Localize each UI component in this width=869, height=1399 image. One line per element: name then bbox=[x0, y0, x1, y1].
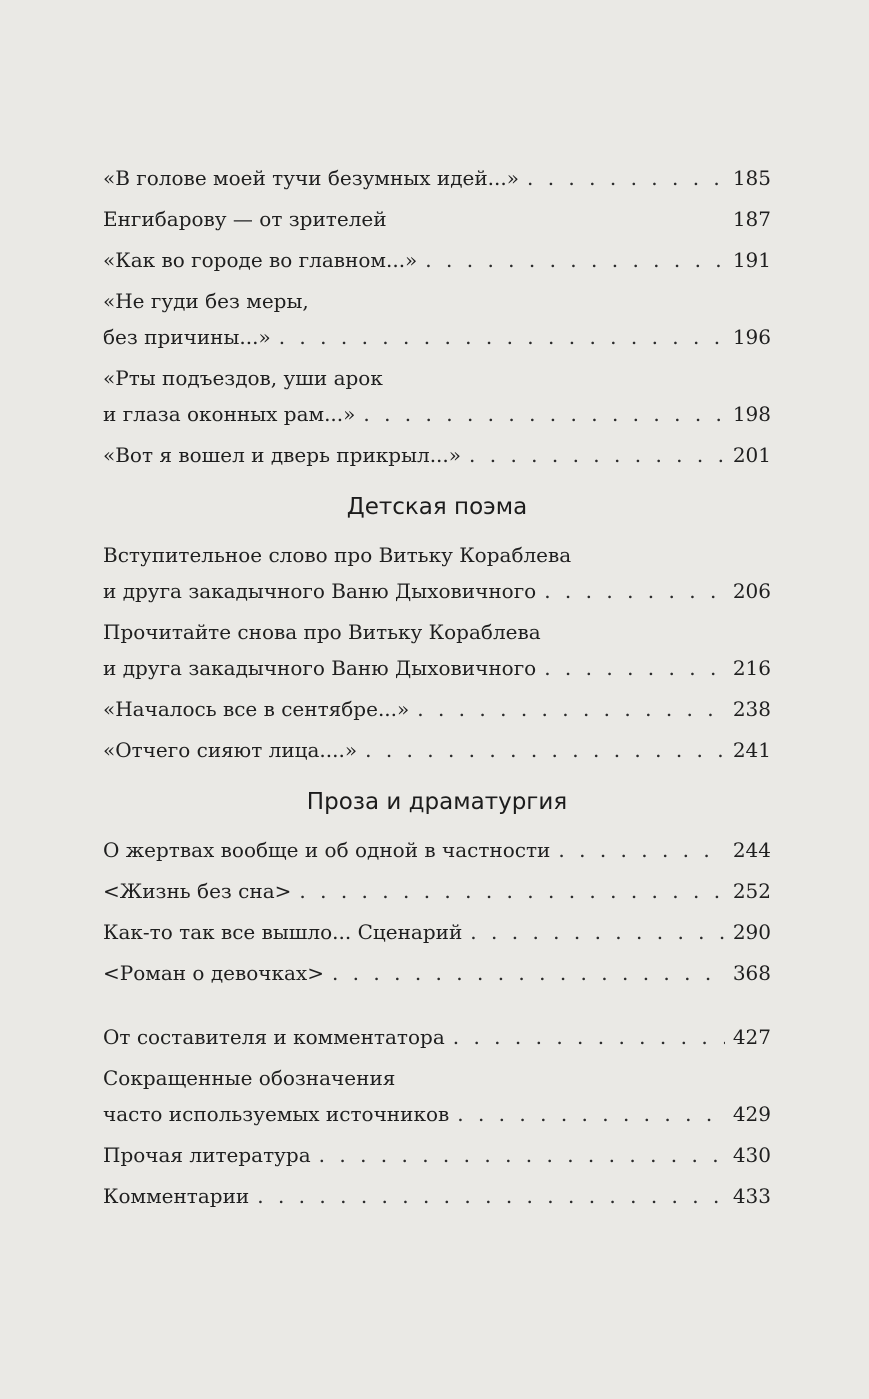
entry-title: «Как во городе во главном...» bbox=[103, 248, 418, 272]
toc-entry bbox=[103, 242, 771, 278]
page-number: 429 bbox=[732, 1102, 771, 1126]
dot-leader bbox=[332, 955, 725, 991]
toc-entry bbox=[103, 691, 771, 727]
page-number: 216 bbox=[732, 656, 771, 680]
dot-leader bbox=[257, 1178, 725, 1214]
entry-title-line2: без причины...» bbox=[103, 325, 271, 349]
dot-leader bbox=[558, 832, 724, 868]
section-heading: Детская поэма bbox=[346, 494, 528, 520]
dot-leader bbox=[527, 160, 725, 196]
page-number: 191 bbox=[732, 248, 771, 272]
entry-title: О жертвах вообще и об одной в частности bbox=[103, 838, 551, 862]
entry-title: «Началось все в сентябре...» bbox=[103, 697, 410, 721]
toc-entry bbox=[103, 160, 771, 196]
entry-title-line1: Прочитайте снова про Витьку Кораблева bbox=[103, 620, 541, 644]
toc-entry bbox=[103, 732, 771, 768]
page-number: 241 bbox=[732, 738, 771, 762]
dot-leader bbox=[544, 650, 725, 686]
toc-entry bbox=[103, 832, 771, 868]
entry-title-line2: и друга закадычного Ваню Дыховичного bbox=[103, 656, 537, 680]
section-heading: Проза и драматургия bbox=[306, 789, 568, 815]
toc-entry bbox=[103, 1060, 771, 1132]
page-number: 290 bbox=[732, 920, 771, 944]
entry-title: Как-то так все вышло... Сценарий bbox=[103, 920, 463, 944]
page-number: 368 bbox=[732, 961, 771, 985]
dot-leader bbox=[417, 691, 725, 727]
dot-leader bbox=[470, 914, 725, 950]
page-number: 433 bbox=[732, 1184, 771, 1208]
page-number: 196 bbox=[732, 325, 771, 349]
toc-entry bbox=[103, 914, 771, 950]
dot-leader bbox=[469, 437, 725, 473]
page-number: 430 bbox=[732, 1143, 771, 1167]
toc-entry bbox=[103, 1137, 771, 1173]
toc-entry bbox=[103, 614, 771, 686]
toc-entry bbox=[103, 201, 771, 237]
toc-entry bbox=[103, 283, 771, 355]
toc-entry bbox=[103, 537, 771, 609]
page-number: 427 bbox=[732, 1025, 771, 1049]
page-number: 201 bbox=[732, 443, 771, 467]
entry-title: «Отчего сияют лица....» bbox=[103, 738, 358, 762]
page-number: 198 bbox=[732, 402, 771, 426]
entry-title: Комментарии bbox=[103, 1184, 250, 1208]
toc-entry bbox=[103, 1019, 771, 1055]
dot-leader bbox=[363, 396, 724, 432]
toc-entry bbox=[103, 955, 771, 991]
page-number: 238 bbox=[732, 697, 771, 721]
page-number: 244 bbox=[732, 838, 771, 862]
entry-title-line1: Сокращенные обозначения bbox=[103, 1066, 396, 1090]
entry-title: Енгибарову — от зрителей bbox=[103, 207, 387, 231]
page-number: 185 bbox=[732, 166, 771, 190]
dot-leader bbox=[279, 319, 725, 355]
dot-leader bbox=[453, 1019, 725, 1055]
entry-title-line2: часто используемых источников bbox=[103, 1102, 450, 1126]
entry-title-line2: и друга закадычного Ваню Дыховичного bbox=[103, 579, 537, 603]
entry-title-line1: Вступительное слово про Витьку Кораблева bbox=[103, 543, 572, 567]
dot-leader bbox=[544, 573, 725, 609]
dot-leader bbox=[365, 732, 725, 768]
entry-title: «Вот я вошел и дверь прикрыл...» bbox=[103, 443, 462, 467]
dot-leader bbox=[319, 1137, 725, 1173]
page-number: 187 bbox=[732, 207, 771, 231]
entry-title: <Роман о девочках> bbox=[103, 961, 324, 985]
page-number: 252 bbox=[732, 879, 771, 903]
toc-entry bbox=[103, 1178, 771, 1214]
toc-entry bbox=[103, 437, 771, 473]
entry-title-line1: «Не гуди без меры, bbox=[103, 289, 309, 313]
toc-entry bbox=[103, 360, 771, 432]
entry-title: «В голове моей тучи безумных идей...» bbox=[103, 166, 519, 190]
table-of-contents bbox=[103, 160, 771, 1214]
entry-title-line2: и глаза оконных рам...» bbox=[103, 402, 356, 426]
dot-leader bbox=[457, 1096, 725, 1132]
dot-leader bbox=[425, 242, 725, 278]
entry-title: <Жизнь без сна> bbox=[103, 879, 292, 903]
entry-title-line1: «Рты подъездов, уши арок bbox=[103, 366, 383, 390]
page-number: 206 bbox=[732, 579, 771, 603]
dot-leader bbox=[299, 873, 724, 909]
entry-title: Прочая литература bbox=[103, 1143, 311, 1167]
entry-title: От составителя и комментатора bbox=[103, 1025, 445, 1049]
toc-entry bbox=[103, 873, 771, 909]
